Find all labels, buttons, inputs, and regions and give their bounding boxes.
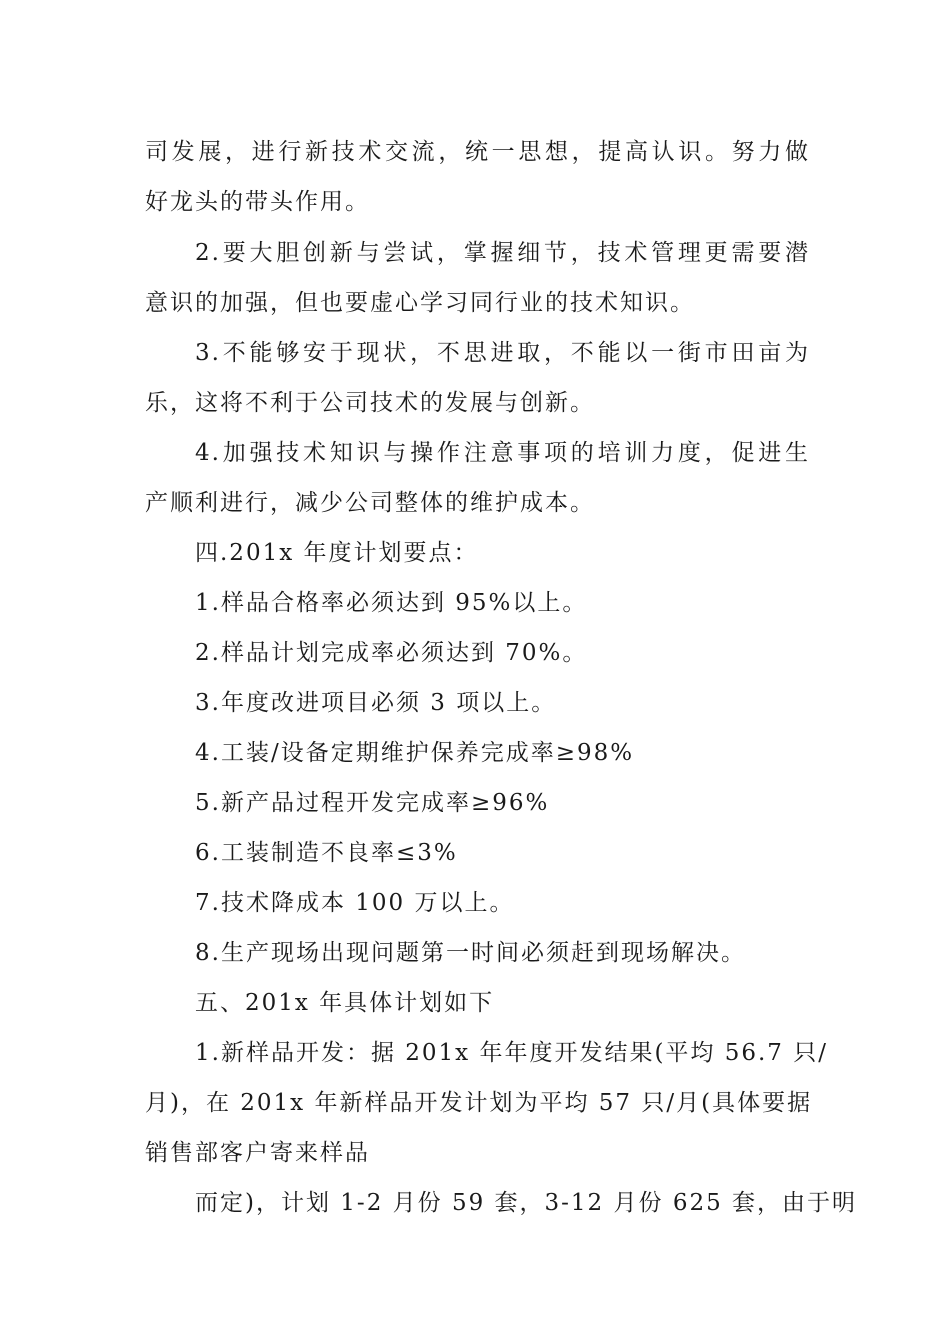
item-4-line-1: 4.加强技术知识与操作注意事项的培训力度，促进生 <box>195 440 810 466</box>
plan-item-8: 8.生产现场出现问题第一时间必须赶到现场解决。 <box>195 940 746 966</box>
plan-item-1: 1.样品合格率必须达到 95%以上。 <box>195 590 588 616</box>
plan-item-3: 3.年度改进项目必须 3 项以上。 <box>195 690 557 716</box>
plan-item-7: 7.技术降成本 100 万以上。 <box>195 890 515 916</box>
item-3-line-2: 乐，这将不利于公司技术的发展与创新。 <box>145 390 595 416</box>
section-5-heading: 五、201x 年具体计划如下 <box>195 990 495 1016</box>
item-2-line-1: 2.要大胆创新与尝试，掌握细节，技术管理更需要潜 <box>195 240 810 266</box>
item-4-line-2: 产顺利进行，减少公司整体的维护成本。 <box>145 490 595 516</box>
plan-item-6: 6.工装制造不良率≤3% <box>195 840 458 866</box>
text-line-2: 好龙头的带头作用。 <box>145 189 370 215</box>
plan-item-2: 2.样品计划完成率必须达到 70%。 <box>195 640 588 666</box>
text-line-1: 司发展，进行新技术交流，统一思想，提高认识。努力做 <box>145 139 810 165</box>
item-2-line-2: 意识的加强，但也要虚心学习同行业的技术知识。 <box>145 290 695 316</box>
detail-item-1-line-3: 销售部客户寄来样品 <box>145 1140 370 1166</box>
detail-item-1-line-4: 而定)，计划 1-2 月份 59 套，3-12 月份 625 套，由于明 <box>195 1190 858 1216</box>
plan-item-4: 4.工装/设备定期维护保养完成率≥98% <box>195 740 635 766</box>
plan-item-5: 5.新产品过程开发完成率≥96% <box>195 790 550 816</box>
section-4-heading: 四.201x 年度计划要点： <box>195 540 479 566</box>
detail-item-1-line-1: 1.新样品开发：据 201x 年年度开发结果(平均 56.7 只/ <box>195 1040 828 1066</box>
detail-item-1-line-2: 月)，在 201x 年新样品开发计划为平均 57 只/月(具体要据 <box>145 1090 813 1116</box>
item-3-line-1: 3.不能够安于现状，不思进取，不能以一街市田亩为 <box>195 340 810 366</box>
